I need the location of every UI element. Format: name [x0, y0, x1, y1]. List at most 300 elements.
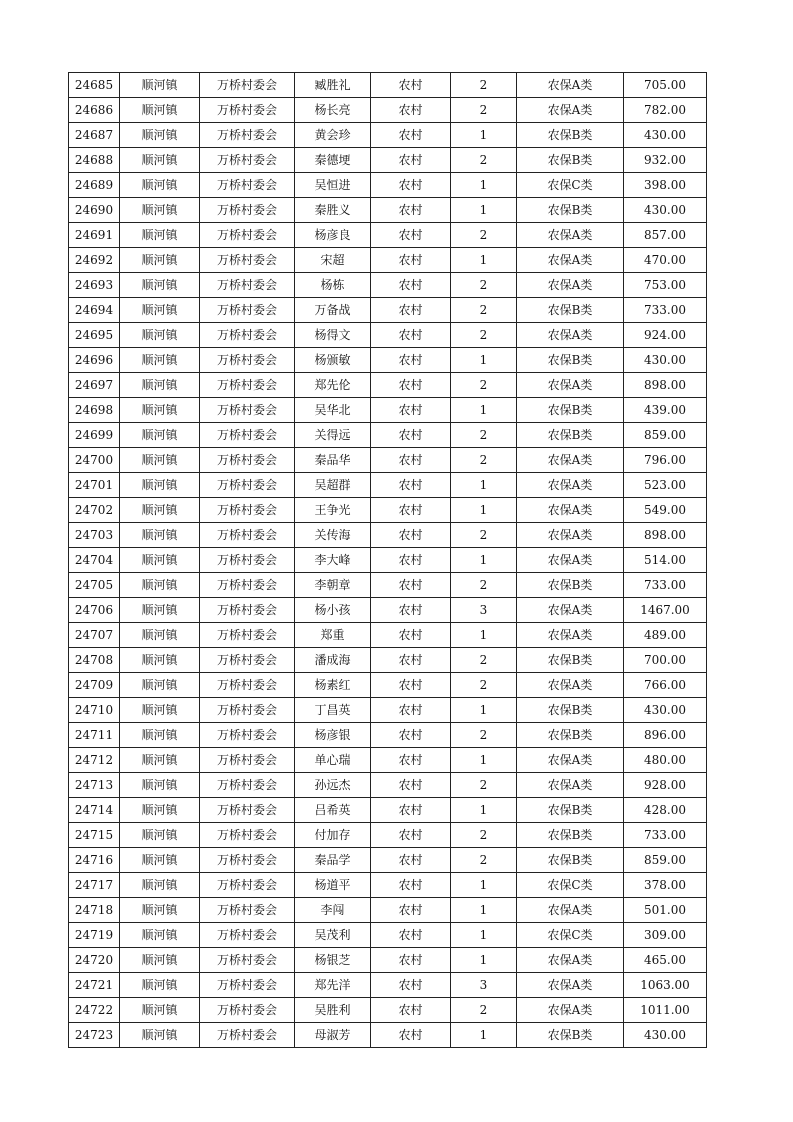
amount-cell: 480.00: [624, 748, 707, 773]
category-cell: 农保B类: [517, 823, 624, 848]
name-cell: 秦胜义: [295, 198, 371, 223]
amount-cell: 439.00: [624, 398, 707, 423]
amount-cell: 398.00: [624, 173, 707, 198]
amount-cell: 470.00: [624, 248, 707, 273]
amount-cell: 766.00: [624, 673, 707, 698]
name-cell: 关传海: [295, 523, 371, 548]
village-cell: 万桥村委会: [200, 248, 295, 273]
household-size-cell: 2: [451, 648, 517, 673]
village-cell: 万桥村委会: [200, 348, 295, 373]
category-cell: 农保B类: [517, 148, 624, 173]
table-row: [69, 348, 707, 373]
area-type-cell: 农村: [371, 773, 451, 798]
category-cell: 农保B类: [517, 398, 624, 423]
record-id-cell: 24719: [69, 923, 120, 948]
amount-cell: 309.00: [624, 923, 707, 948]
record-id-cell: 24687: [69, 123, 120, 148]
area-type-cell: 农村: [371, 198, 451, 223]
town-cell: 顺河镇: [120, 223, 200, 248]
household-size-cell: 2: [451, 373, 517, 398]
town-cell: 顺河镇: [120, 873, 200, 898]
village-cell: 万桥村委会: [200, 473, 295, 498]
village-cell: 万桥村委会: [200, 448, 295, 473]
village-cell: 万桥村委会: [200, 698, 295, 723]
record-id-cell: 24707: [69, 623, 120, 648]
town-cell: 顺河镇: [120, 398, 200, 423]
table-row: [69, 598, 707, 623]
record-id-cell: 24702: [69, 498, 120, 523]
town-cell: 顺河镇: [120, 373, 200, 398]
category-cell: 农保A类: [517, 973, 624, 998]
town-cell: 顺河镇: [120, 273, 200, 298]
record-id-cell: 24698: [69, 398, 120, 423]
village-cell: 万桥村委会: [200, 623, 295, 648]
village-cell: 万桥村委会: [200, 298, 295, 323]
village-cell: 万桥村委会: [200, 948, 295, 973]
amount-cell: 430.00: [624, 123, 707, 148]
town-cell: 顺河镇: [120, 748, 200, 773]
category-cell: 农保B类: [517, 198, 624, 223]
town-cell: 顺河镇: [120, 998, 200, 1023]
table-row: [69, 923, 707, 948]
category-cell: 农保A类: [517, 773, 624, 798]
village-cell: 万桥村委会: [200, 223, 295, 248]
record-id-cell: 24713: [69, 773, 120, 798]
town-cell: 顺河镇: [120, 98, 200, 123]
amount-cell: 928.00: [624, 773, 707, 798]
category-cell: 农保A类: [517, 748, 624, 773]
village-cell: 万桥村委会: [200, 198, 295, 223]
household-size-cell: 1: [451, 898, 517, 923]
town-cell: 顺河镇: [120, 323, 200, 348]
town-cell: 顺河镇: [120, 848, 200, 873]
amount-cell: 430.00: [624, 1023, 707, 1048]
town-cell: 顺河镇: [120, 623, 200, 648]
amount-cell: 430.00: [624, 698, 707, 723]
amount-cell: 1063.00: [624, 973, 707, 998]
amount-cell: 705.00: [624, 73, 707, 98]
household-size-cell: 1: [451, 473, 517, 498]
table-row: [69, 698, 707, 723]
table-row: [69, 848, 707, 873]
area-type-cell: 农村: [371, 548, 451, 573]
table-body: [69, 73, 707, 1048]
name-cell: 杨彦良: [295, 223, 371, 248]
table-row: [69, 673, 707, 698]
table-row: [69, 198, 707, 223]
town-cell: 顺河镇: [120, 823, 200, 848]
category-cell: 农保A类: [517, 223, 624, 248]
town-cell: 顺河镇: [120, 898, 200, 923]
household-size-cell: 1: [451, 123, 517, 148]
category-cell: 农保A类: [517, 73, 624, 98]
category-cell: 农保A类: [517, 898, 624, 923]
household-size-cell: 2: [451, 773, 517, 798]
record-id-cell: 24709: [69, 673, 120, 698]
area-type-cell: 农村: [371, 273, 451, 298]
name-cell: 丁昌英: [295, 698, 371, 723]
record-id-cell: 24718: [69, 898, 120, 923]
record-id-cell: 24705: [69, 573, 120, 598]
town-cell: 顺河镇: [120, 448, 200, 473]
table-row: [69, 398, 707, 423]
village-cell: 万桥村委会: [200, 673, 295, 698]
household-size-cell: 1: [451, 248, 517, 273]
town-cell: 顺河镇: [120, 948, 200, 973]
relief-roster-table: [68, 72, 707, 1048]
category-cell: 农保C类: [517, 873, 624, 898]
town-cell: 顺河镇: [120, 348, 200, 373]
table-row: [69, 423, 707, 448]
amount-cell: 932.00: [624, 148, 707, 173]
table-row: [69, 998, 707, 1023]
name-cell: 李闯: [295, 898, 371, 923]
name-cell: 吴恒进: [295, 173, 371, 198]
name-cell: 吴胜利: [295, 998, 371, 1023]
household-size-cell: 2: [451, 998, 517, 1023]
record-id-cell: 24688: [69, 148, 120, 173]
name-cell: 母淑芳: [295, 1023, 371, 1048]
household-size-cell: 1: [451, 548, 517, 573]
town-cell: 顺河镇: [120, 673, 200, 698]
household-size-cell: 2: [451, 273, 517, 298]
area-type-cell: 农村: [371, 898, 451, 923]
amount-cell: 896.00: [624, 723, 707, 748]
record-id-cell: 24699: [69, 423, 120, 448]
table-row: [69, 1023, 707, 1048]
household-size-cell: 2: [451, 848, 517, 873]
village-cell: 万桥村委会: [200, 923, 295, 948]
amount-cell: 753.00: [624, 273, 707, 298]
name-cell: 秦德埂: [295, 148, 371, 173]
village-cell: 万桥村委会: [200, 1023, 295, 1048]
area-type-cell: 农村: [371, 173, 451, 198]
record-id-cell: 24697: [69, 373, 120, 398]
record-id-cell: 24700: [69, 448, 120, 473]
record-id-cell: 24693: [69, 273, 120, 298]
household-size-cell: 2: [451, 148, 517, 173]
household-size-cell: 2: [451, 323, 517, 348]
amount-cell: 1011.00: [624, 998, 707, 1023]
record-id-cell: 24695: [69, 323, 120, 348]
town-cell: 顺河镇: [120, 248, 200, 273]
name-cell: 付加存: [295, 823, 371, 848]
table-row: [69, 373, 707, 398]
amount-cell: 523.00: [624, 473, 707, 498]
amount-cell: 700.00: [624, 648, 707, 673]
household-size-cell: 2: [451, 298, 517, 323]
area-type-cell: 农村: [371, 698, 451, 723]
record-id-cell: 24721: [69, 973, 120, 998]
household-size-cell: 2: [451, 448, 517, 473]
amount-cell: 501.00: [624, 898, 707, 923]
town-cell: 顺河镇: [120, 473, 200, 498]
area-type-cell: 农村: [371, 523, 451, 548]
town-cell: 顺河镇: [120, 973, 200, 998]
household-size-cell: 1: [451, 623, 517, 648]
town-cell: 顺河镇: [120, 423, 200, 448]
category-cell: 农保B类: [517, 848, 624, 873]
category-cell: 农保B类: [517, 348, 624, 373]
category-cell: 农保B类: [517, 1023, 624, 1048]
household-size-cell: 2: [451, 73, 517, 98]
category-cell: 农保A类: [517, 98, 624, 123]
village-cell: 万桥村委会: [200, 73, 295, 98]
category-cell: 农保A类: [517, 248, 624, 273]
category-cell: 农保A类: [517, 598, 624, 623]
area-type-cell: 农村: [371, 423, 451, 448]
table-row: [69, 248, 707, 273]
category-cell: 农保A类: [517, 273, 624, 298]
village-cell: 万桥村委会: [200, 823, 295, 848]
name-cell: 杨素红: [295, 673, 371, 698]
name-cell: 秦品华: [295, 448, 371, 473]
area-type-cell: 农村: [371, 1023, 451, 1048]
area-type-cell: 农村: [371, 348, 451, 373]
table-row: [69, 473, 707, 498]
household-size-cell: 1: [451, 1023, 517, 1048]
record-id-cell: 24701: [69, 473, 120, 498]
household-size-cell: 1: [451, 698, 517, 723]
table-row: [69, 73, 707, 98]
name-cell: 杨颁敏: [295, 348, 371, 373]
name-cell: 郑重: [295, 623, 371, 648]
town-cell: 顺河镇: [120, 498, 200, 523]
table-row: [69, 623, 707, 648]
household-size-cell: 2: [451, 573, 517, 598]
table-row: [69, 823, 707, 848]
household-size-cell: 2: [451, 223, 517, 248]
name-cell: 孙远杰: [295, 773, 371, 798]
category-cell: 农保A类: [517, 523, 624, 548]
category-cell: 农保A类: [517, 373, 624, 398]
village-cell: 万桥村委会: [200, 498, 295, 523]
village-cell: 万桥村委会: [200, 998, 295, 1023]
household-size-cell: 1: [451, 348, 517, 373]
category-cell: 农保B类: [517, 648, 624, 673]
area-type-cell: 农村: [371, 673, 451, 698]
record-id-cell: 24691: [69, 223, 120, 248]
record-id-cell: 24712: [69, 748, 120, 773]
name-cell: 宋超: [295, 248, 371, 273]
name-cell: 杨小孩: [295, 598, 371, 623]
town-cell: 顺河镇: [120, 573, 200, 598]
amount-cell: 796.00: [624, 448, 707, 473]
town-cell: 顺河镇: [120, 123, 200, 148]
category-cell: 农保A类: [517, 623, 624, 648]
category-cell: 农保B类: [517, 123, 624, 148]
household-size-cell: 3: [451, 598, 517, 623]
household-size-cell: 2: [451, 673, 517, 698]
household-size-cell: 2: [451, 98, 517, 123]
category-cell: 农保B类: [517, 723, 624, 748]
record-id-cell: 24703: [69, 523, 120, 548]
amount-cell: 898.00: [624, 373, 707, 398]
name-cell: 吴茂利: [295, 923, 371, 948]
town-cell: 顺河镇: [120, 548, 200, 573]
amount-cell: 859.00: [624, 848, 707, 873]
record-id-cell: 24717: [69, 873, 120, 898]
town-cell: 顺河镇: [120, 923, 200, 948]
table-row: [69, 798, 707, 823]
household-size-cell: 1: [451, 398, 517, 423]
area-type-cell: 农村: [371, 323, 451, 348]
amount-cell: 857.00: [624, 223, 707, 248]
category-cell: 农保B类: [517, 798, 624, 823]
village-cell: 万桥村委会: [200, 598, 295, 623]
table-row: [69, 448, 707, 473]
table-row: [69, 898, 707, 923]
table-row: [69, 973, 707, 998]
name-cell: 秦品学: [295, 848, 371, 873]
table-row: [69, 723, 707, 748]
category-cell: 农保A类: [517, 448, 624, 473]
town-cell: 顺河镇: [120, 148, 200, 173]
name-cell: 单心瑞: [295, 748, 371, 773]
village-cell: 万桥村委会: [200, 873, 295, 898]
household-size-cell: 1: [451, 923, 517, 948]
name-cell: 杨栋: [295, 273, 371, 298]
record-id-cell: 24685: [69, 73, 120, 98]
area-type-cell: 农村: [371, 223, 451, 248]
area-type-cell: 农村: [371, 598, 451, 623]
town-cell: 顺河镇: [120, 173, 200, 198]
town-cell: 顺河镇: [120, 773, 200, 798]
town-cell: 顺河镇: [120, 598, 200, 623]
town-cell: 顺河镇: [120, 298, 200, 323]
area-type-cell: 农村: [371, 73, 451, 98]
category-cell: 农保A类: [517, 548, 624, 573]
name-cell: 关得远: [295, 423, 371, 448]
record-id-cell: 24690: [69, 198, 120, 223]
table-row: [69, 648, 707, 673]
household-size-cell: 1: [451, 498, 517, 523]
category-cell: 农保B类: [517, 573, 624, 598]
village-cell: 万桥村委会: [200, 723, 295, 748]
town-cell: 顺河镇: [120, 723, 200, 748]
name-cell: 李大峰: [295, 548, 371, 573]
area-type-cell: 农村: [371, 98, 451, 123]
amount-cell: 378.00: [624, 873, 707, 898]
table-row: [69, 223, 707, 248]
household-size-cell: 1: [451, 748, 517, 773]
village-cell: 万桥村委会: [200, 573, 295, 598]
record-id-cell: 24720: [69, 948, 120, 973]
name-cell: 吴超群: [295, 473, 371, 498]
record-id-cell: 24694: [69, 298, 120, 323]
town-cell: 顺河镇: [120, 198, 200, 223]
record-id-cell: 24686: [69, 98, 120, 123]
area-type-cell: 农村: [371, 398, 451, 423]
town-cell: 顺河镇: [120, 648, 200, 673]
area-type-cell: 农村: [371, 148, 451, 173]
table-row: [69, 498, 707, 523]
amount-cell: 859.00: [624, 423, 707, 448]
record-id-cell: 24692: [69, 248, 120, 273]
name-cell: 杨长亮: [295, 98, 371, 123]
area-type-cell: 农村: [371, 873, 451, 898]
village-cell: 万桥村委会: [200, 898, 295, 923]
category-cell: 农保C类: [517, 173, 624, 198]
amount-cell: 898.00: [624, 523, 707, 548]
name-cell: 李朝章: [295, 573, 371, 598]
household-size-cell: 2: [451, 423, 517, 448]
record-id-cell: 24696: [69, 348, 120, 373]
area-type-cell: 农村: [371, 448, 451, 473]
table-row: [69, 323, 707, 348]
table-row: [69, 948, 707, 973]
name-cell: 杨银芝: [295, 948, 371, 973]
name-cell: 黄会珍: [295, 123, 371, 148]
amount-cell: 465.00: [624, 948, 707, 973]
area-type-cell: 农村: [371, 123, 451, 148]
town-cell: 顺河镇: [120, 73, 200, 98]
category-cell: 农保B类: [517, 698, 624, 723]
table-row: [69, 523, 707, 548]
village-cell: 万桥村委会: [200, 773, 295, 798]
household-size-cell: 2: [451, 823, 517, 848]
area-type-cell: 农村: [371, 623, 451, 648]
village-cell: 万桥村委会: [200, 273, 295, 298]
area-type-cell: 农村: [371, 723, 451, 748]
village-cell: 万桥村委会: [200, 648, 295, 673]
household-size-cell: 2: [451, 723, 517, 748]
village-cell: 万桥村委会: [200, 523, 295, 548]
table-row: [69, 173, 707, 198]
table-row: [69, 98, 707, 123]
town-cell: 顺河镇: [120, 1023, 200, 1048]
record-id-cell: 24708: [69, 648, 120, 673]
name-cell: 王争光: [295, 498, 371, 523]
record-id-cell: 24689: [69, 173, 120, 198]
area-type-cell: 农村: [371, 473, 451, 498]
amount-cell: 514.00: [624, 548, 707, 573]
name-cell: 杨彦银: [295, 723, 371, 748]
area-type-cell: 农村: [371, 373, 451, 398]
town-cell: 顺河镇: [120, 698, 200, 723]
household-size-cell: 1: [451, 948, 517, 973]
amount-cell: 1467.00: [624, 598, 707, 623]
area-type-cell: 农村: [371, 823, 451, 848]
household-size-cell: 2: [451, 523, 517, 548]
amount-cell: 733.00: [624, 298, 707, 323]
record-id-cell: 24710: [69, 698, 120, 723]
village-cell: 万桥村委会: [200, 373, 295, 398]
village-cell: 万桥村委会: [200, 98, 295, 123]
area-type-cell: 农村: [371, 798, 451, 823]
table-row: [69, 148, 707, 173]
record-id-cell: 24714: [69, 798, 120, 823]
name-cell: 臧胜礼: [295, 73, 371, 98]
amount-cell: 430.00: [624, 348, 707, 373]
village-cell: 万桥村委会: [200, 123, 295, 148]
amount-cell: 430.00: [624, 198, 707, 223]
amount-cell: 733.00: [624, 823, 707, 848]
category-cell: 农保A类: [517, 948, 624, 973]
village-cell: 万桥村委会: [200, 323, 295, 348]
table-row: [69, 123, 707, 148]
village-cell: 万桥村委会: [200, 173, 295, 198]
village-cell: 万桥村委会: [200, 748, 295, 773]
table-row: [69, 873, 707, 898]
record-id-cell: 24716: [69, 848, 120, 873]
area-type-cell: 农村: [371, 248, 451, 273]
name-cell: 杨得文: [295, 323, 371, 348]
table-row: [69, 548, 707, 573]
area-type-cell: 农村: [371, 998, 451, 1023]
record-id-cell: 24715: [69, 823, 120, 848]
village-cell: 万桥村委会: [200, 798, 295, 823]
